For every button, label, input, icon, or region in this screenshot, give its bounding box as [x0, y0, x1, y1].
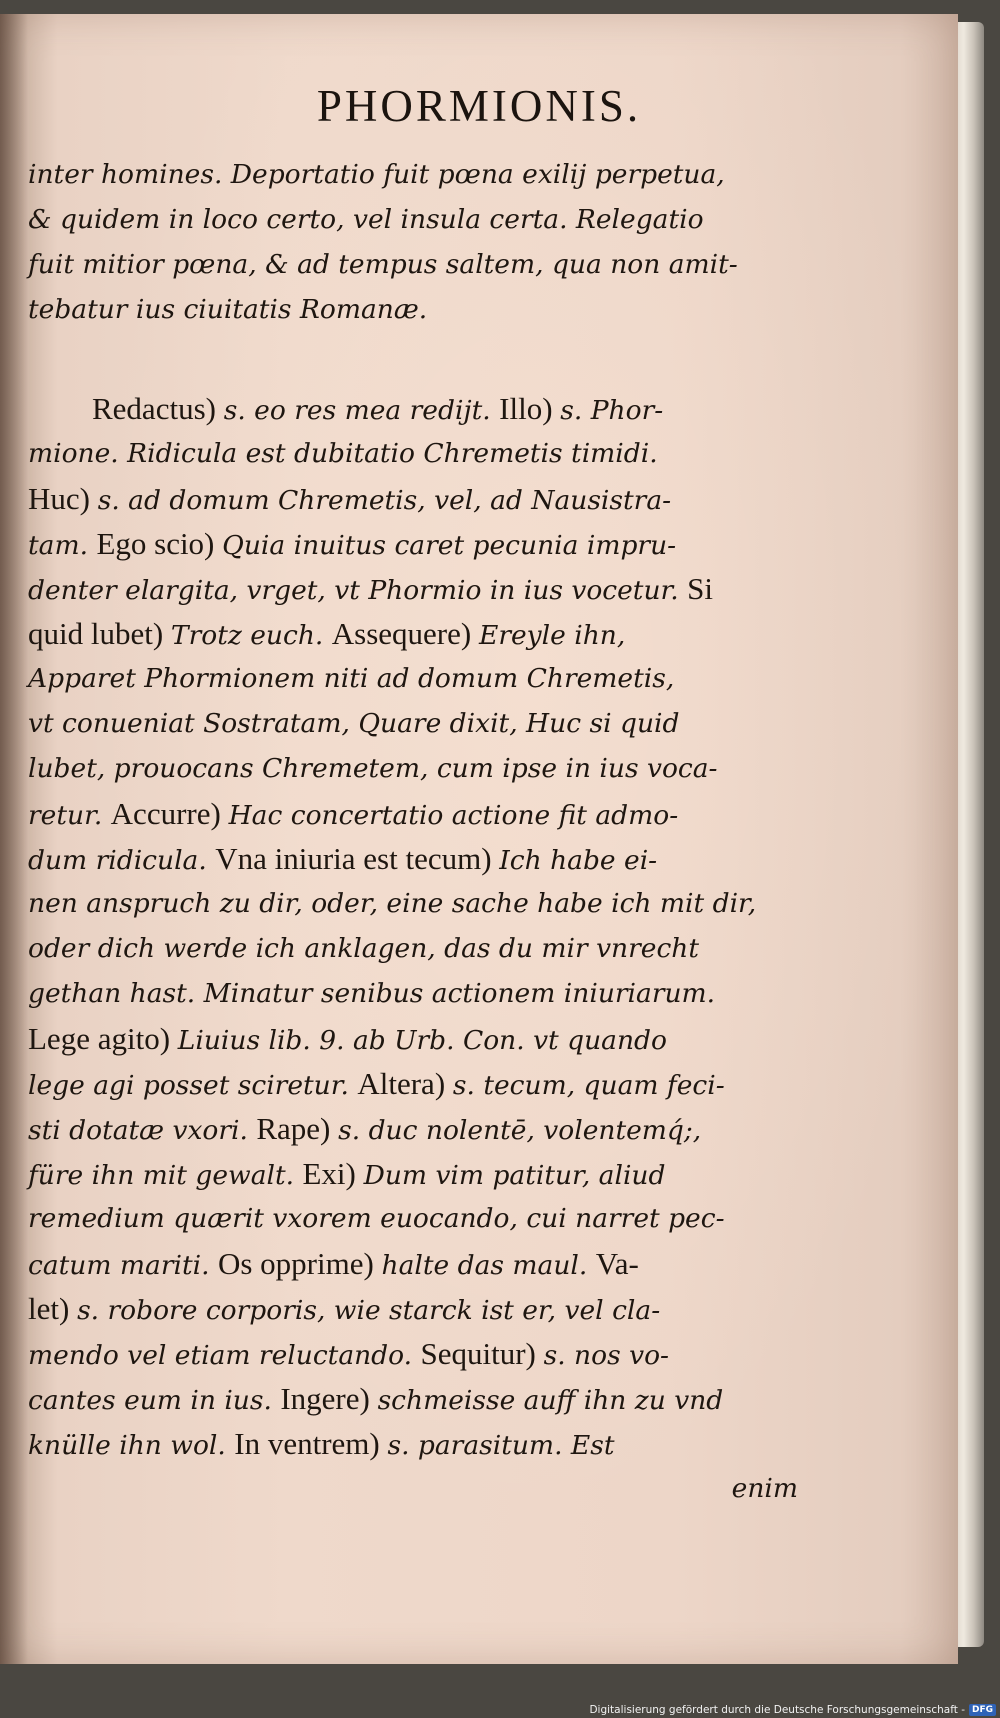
- gloss-text: Hac concertatio actione fit admo-: [228, 800, 679, 831]
- gloss-text: Quia inuitus caret pecunia impru-: [222, 530, 677, 561]
- gloss-text: s. duc nolentē, volentemq́;,: [338, 1115, 702, 1146]
- gloss-text: tam.: [28, 530, 97, 561]
- credit-text: Digitalisierung gefördert durch die Deutsche Forschungsgemeinschaft -: [589, 1704, 965, 1716]
- lemma-text: Rape): [256, 1111, 339, 1146]
- lemma-text: Accurre): [110, 796, 229, 831]
- lemma-text: Ego scio): [96, 526, 223, 561]
- gloss-text: Trotz euch.: [170, 620, 332, 651]
- gloss-text: tebatur ius ciuitatis Romanæ.: [28, 294, 428, 325]
- text-line: [28, 431, 798, 476]
- gloss-text: knülle ihn wol.: [28, 1430, 235, 1461]
- gloss-text: remedium quærit vxorem euocando, cui narret pec-: [28, 1203, 725, 1234]
- text-line: [28, 1286, 798, 1331]
- lemma-text: Redactus): [92, 391, 224, 426]
- gloss-text: s. ad domum Chremetis, vel, ad Nausistra-: [97, 485, 672, 516]
- commentary-text: [28, 152, 798, 1511]
- paragraph-gap: [28, 332, 798, 386]
- gloss-text: inter homines. Deportatio fuit pœna exilij perpetua,: [28, 159, 725, 190]
- text-line: [28, 1421, 798, 1466]
- text-line: [28, 656, 798, 701]
- text-line: [28, 476, 798, 521]
- gloss-text: vt conueniat Sostratam, Quare dixit, Huc si quid: [28, 708, 680, 739]
- lemma-text: Sequitur): [420, 1336, 544, 1371]
- text-line: [28, 1151, 798, 1196]
- text-line: [28, 197, 798, 242]
- text-line: [28, 152, 798, 197]
- lemma-text: Si: [687, 571, 713, 606]
- text-line: [28, 1196, 798, 1241]
- catchword: enim: [731, 1473, 798, 1504]
- book-page: [0, 14, 958, 1664]
- gloss-text: Ich habe ei-: [499, 845, 658, 876]
- gloss-text: lubet, prouocans Chremetem, cum ipse in ius voca-: [28, 753, 718, 784]
- text-line: [28, 386, 798, 431]
- text-line: [28, 287, 798, 332]
- gloss-text: Apparet Phormionem niti ad domum Chremetis,: [28, 663, 675, 694]
- gloss-text: sti dotatæ vxori.: [28, 1115, 257, 1146]
- lemma-text: Altera): [357, 1066, 453, 1101]
- lemma-text: Os opprime): [217, 1246, 382, 1281]
- text-line: [28, 701, 798, 746]
- text-line: [28, 926, 798, 971]
- lemma-text: In ventrem): [234, 1426, 388, 1461]
- text-line: [28, 1061, 798, 1106]
- gloss-text: schmeisse auff ihn zu vnd: [377, 1385, 724, 1416]
- text-line: [28, 1376, 798, 1421]
- dfg-logo: DFG: [969, 1704, 996, 1716]
- lemma-text: let): [28, 1291, 78, 1326]
- lemma-text: Ingere): [280, 1381, 378, 1416]
- gloss-text: fuit mitior pœna, & ad tempus saltem, qua non amit-: [28, 249, 738, 280]
- gloss-text: oder dich werde ich anklagen, das du mir vnrecht: [28, 933, 700, 964]
- text-line: [28, 1241, 798, 1286]
- text-line: [28, 611, 798, 656]
- gloss-text: s. parasitum. Est: [387, 1430, 615, 1461]
- gloss-text: s. robore corporis, wie starck ist er, vel cla-: [77, 1295, 661, 1326]
- lemma-text: quid lubet): [28, 616, 171, 651]
- gloss-text: nen anspruch zu dir, oder, eine sache habe ich mit dir,: [28, 888, 757, 919]
- digitization-credit: [589, 1704, 996, 1716]
- gloss-text: s. Phor-: [560, 395, 664, 426]
- lemma-text: Exi): [302, 1156, 364, 1191]
- text-line: [28, 242, 798, 287]
- gloss-text: dum ridicula.: [28, 845, 216, 876]
- gloss-text: mendo vel etiam reluctando.: [28, 1340, 421, 1371]
- gloss-text: s. tecum, quam feci-: [452, 1070, 725, 1101]
- text-line: [28, 521, 798, 566]
- text-line: [28, 791, 798, 836]
- gloss-text: & quidem in loco certo, vel insula certa. Relegatio: [28, 204, 704, 235]
- lemma-text: Vna iniuria est tecum): [215, 841, 500, 876]
- lemma-text: Va-: [595, 1246, 639, 1281]
- gloss-text: halte das maul.: [381, 1250, 596, 1281]
- lemma-text: Huc): [28, 481, 98, 516]
- text-line: [28, 566, 798, 611]
- gloss-text: lege agi posset sciretur.: [28, 1070, 358, 1101]
- text-line: [28, 881, 798, 926]
- spine-shadow: [0, 14, 28, 1664]
- gloss-text: mione. Ridicula est dubitatio Chremetis timidi.: [28, 438, 658, 469]
- lemma-text: Lege agito): [28, 1021, 178, 1056]
- gloss-text: gethan hast. Minatur senibus actionem iniuriarum.: [28, 978, 716, 1009]
- gloss-text: Ereyle ihn,: [478, 620, 626, 651]
- gloss-text: s. nos vo-: [543, 1340, 669, 1371]
- gloss-text: füre ihn mit gewalt.: [28, 1160, 303, 1191]
- text-line: [28, 1331, 798, 1376]
- text-line: [28, 971, 798, 1016]
- gloss-text: denter elargita, vrget, vt Phormio in ius vocetur.: [28, 575, 688, 606]
- lemma-text: Assequere): [331, 616, 479, 651]
- gloss-text: Dum vim patitur, aliud: [363, 1160, 666, 1191]
- running-head: PHORMIONIS.: [316, 81, 642, 131]
- gloss-text: Liuius lib. 9. ab Urb. Con. vt quando: [177, 1025, 667, 1056]
- gloss-text: s. eo res mea redijt.: [223, 395, 500, 426]
- gloss-text: cantes eum in ius.: [28, 1385, 281, 1416]
- gloss-text: catum mariti.: [28, 1250, 218, 1281]
- lemma-text: Illo): [499, 391, 561, 426]
- gloss-text: retur.: [28, 800, 111, 831]
- text-line: [28, 1106, 798, 1151]
- text-line: [28, 836, 798, 881]
- text-line: [28, 1016, 798, 1061]
- text-line: [28, 746, 798, 791]
